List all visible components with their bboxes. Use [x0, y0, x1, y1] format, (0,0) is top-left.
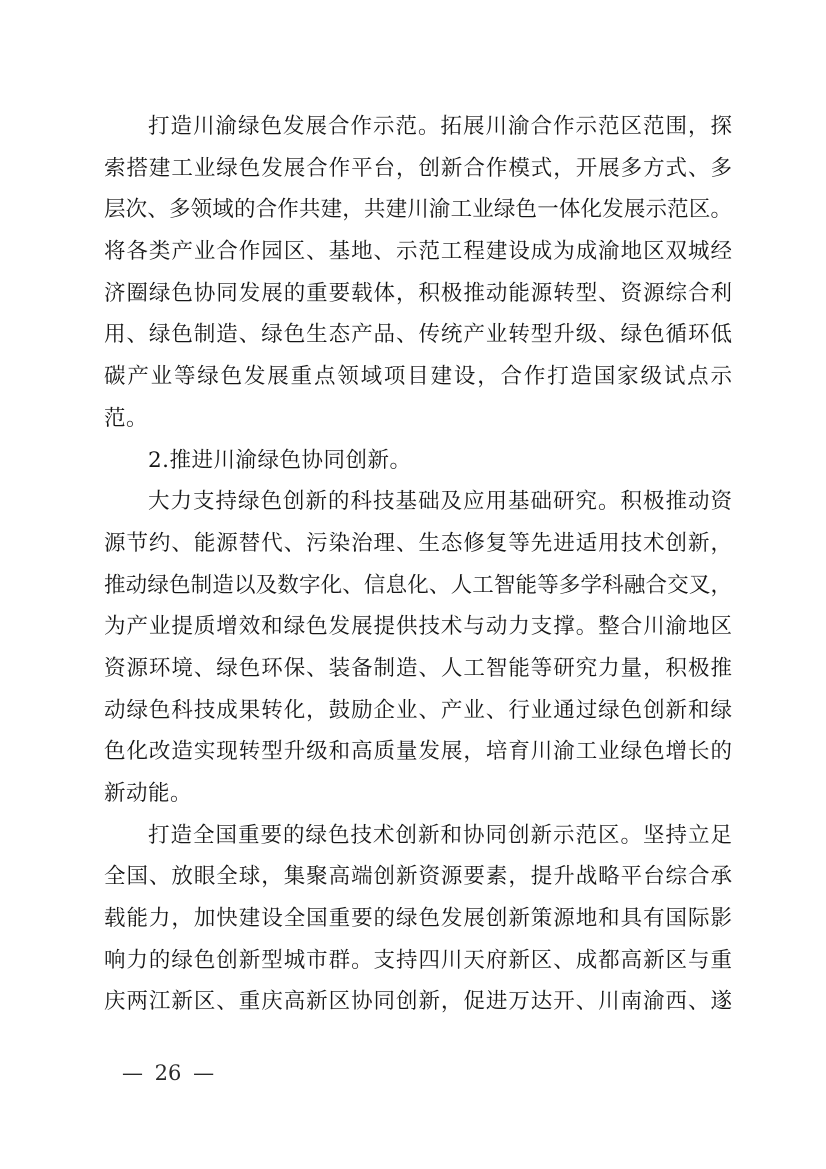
- text-line: 范。: [104, 405, 149, 431]
- text-line: 为产业提质增效和绿色发展提供技术与动力支撑。整合川渝地区: [104, 614, 732, 640]
- text-line: 推动绿色制造以及数字化、信息化、人工智能等多学科融合交叉，: [104, 572, 732, 598]
- text-line: 济圈绿色协同发展的重要载体，积极推动能源转型、资源综合利: [104, 280, 732, 306]
- text-line: 打造全国重要的绿色技术创新和协同创新示范区。坚持立足: [148, 822, 732, 848]
- text-line: 庆两江新区、重庆高新区协同创新，促进万达开、川南渝西、遂: [104, 989, 732, 1015]
- text-line: 用、绿色制造、绿色生态产品、传统产业转型升级、绿色循环低: [104, 322, 732, 348]
- page-footer: [122, 1056, 214, 1090]
- text-line: 响力的绿色创新型城市群。支持四川天府新区、成都高新区与重: [104, 947, 732, 973]
- text-line: 大力支持绿色创新的科技基础及应用基础研究。积极推动资: [148, 489, 732, 515]
- text-line: 动绿色科技成果转化，鼓励企业、产业、行业通过绿色创新和绿: [104, 697, 732, 723]
- text-line: 载能力，加快建设全国重要的绿色发展创新策源地和具有国际影: [104, 906, 732, 932]
- text-line: 打造川渝绿色发展合作示范。拓展川渝合作示范区范围，探: [148, 114, 732, 139]
- text-line: 资源环境、绿色环保、装备制造、人工智能等研究力量，积极推: [104, 655, 732, 681]
- text-line: 2.推进川渝绿色协同创新。: [148, 447, 412, 473]
- text-line: 源节约、能源替代、污染治理、生态修复等先进适用技术创新，: [104, 530, 732, 556]
- document-body: [104, 106, 732, 1023]
- page-number: — 26 —: [122, 1061, 215, 1085]
- text-line: 新动能。: [104, 781, 193, 806]
- text-line: 全国、放眼全球，集聚高端创新资源要素，提升战略平台综合承: [104, 864, 732, 890]
- text-line: 碳产业等绿色发展重点领域项目建设，合作打造国家级试点示: [104, 364, 732, 390]
- text-line: 索搭建工业绿色发展合作平台，创新合作模式，开展多方式、多: [104, 155, 732, 181]
- text-line: 色化改造实现转型升级和高质量发展，培育川渝工业绿色增长的: [104, 739, 732, 765]
- text-line: 层次、多领域的合作共建，共建川渝工业绿色一体化发展示范区。: [104, 197, 732, 223]
- text-line: 将各类产业合作园区、基地、示范工程建设成为成渝地区双城经: [104, 239, 732, 265]
